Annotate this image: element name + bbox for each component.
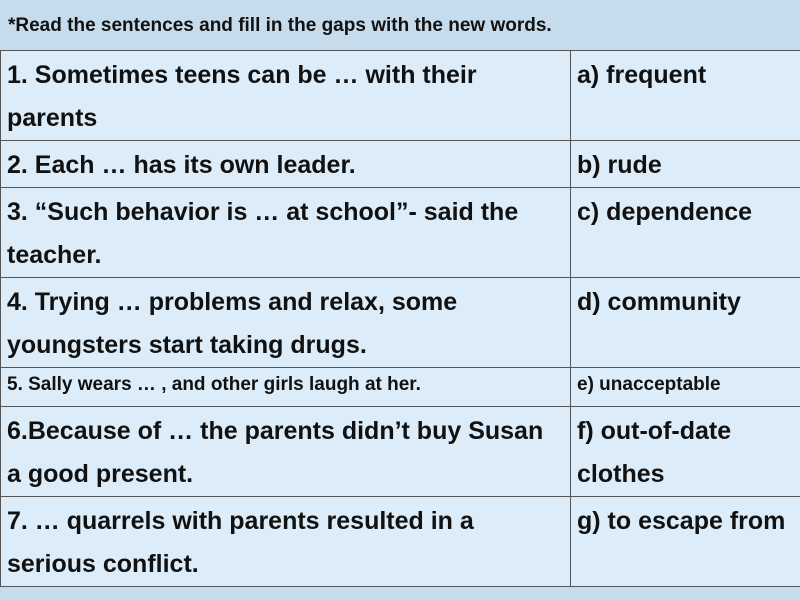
- sentence-cell: 5. Sally wears … , and other girls laugh at her.: [1, 368, 571, 407]
- table-row: [1, 188, 800, 278]
- table-row: [1, 407, 800, 497]
- sentence-cell: 3. “Such behavior is … at school”- said the teacher.: [1, 188, 571, 278]
- sentence-cell: 4. Trying … problems and relax, some youngsters start taking drugs.: [1, 278, 571, 368]
- word-option-cell: f) out-of-date clothes: [571, 407, 800, 497]
- sentence-cell: 6.Because of … the parents didn’t buy Susan a good present.: [1, 407, 571, 497]
- table-row: [1, 141, 800, 188]
- sentence-cell: 1. Sometimes teens can be … with their parents: [1, 51, 571, 141]
- word-option-cell: e) unacceptable: [571, 368, 800, 407]
- word-option-cell: b) rude: [571, 141, 800, 188]
- word-option-cell: d) community: [571, 278, 800, 368]
- matching-table: [0, 50, 800, 587]
- word-option-cell: a) frequent: [571, 51, 800, 141]
- table-row: [1, 278, 800, 368]
- table-row: [1, 368, 800, 407]
- sentence-cell: 2. Each … has its own leader.: [1, 141, 571, 188]
- sentence-cell: 7. … quarrels with parents resulted in a serious conflict.: [1, 497, 571, 587]
- word-option-cell: g) to escape from: [571, 497, 800, 587]
- table-row: [1, 51, 800, 141]
- table-row: [1, 497, 800, 587]
- word-option-cell: c) dependence: [571, 188, 800, 278]
- exercise-title: *Read the sentences and fill in the gaps with the new words.: [8, 15, 552, 36]
